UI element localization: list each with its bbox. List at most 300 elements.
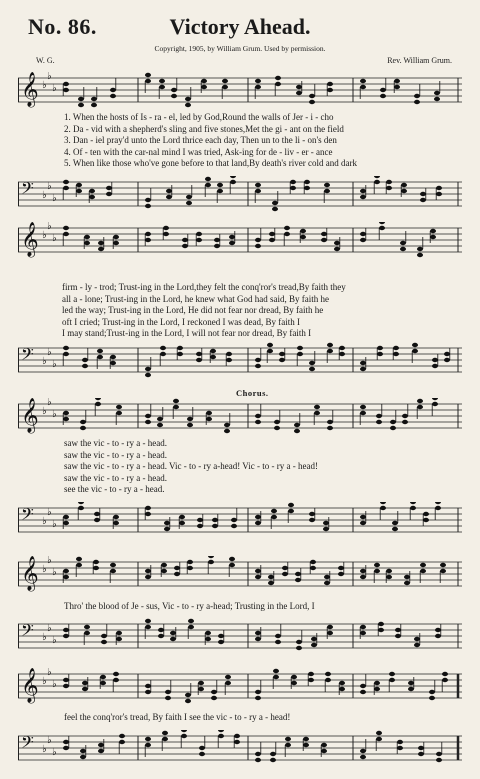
bass-staff-1	[18, 176, 462, 212]
note-head	[324, 581, 330, 585]
note-head	[113, 678, 119, 682]
note-head	[435, 506, 441, 510]
note-head	[222, 85, 228, 89]
note-head	[400, 241, 406, 245]
note-head	[222, 79, 228, 83]
note-head	[291, 675, 297, 679]
note-head	[231, 518, 237, 522]
note-head	[339, 681, 345, 685]
treble-clef-icon: 𝄞	[21, 398, 39, 433]
note-head	[390, 426, 396, 430]
bass-clef-icon: 𝄢	[21, 344, 34, 368]
note-head	[360, 238, 366, 242]
note-head	[334, 241, 340, 245]
flat-icon: ♭	[52, 83, 57, 94]
note-head	[76, 563, 82, 567]
note-head	[165, 690, 171, 694]
note-head	[255, 189, 261, 193]
note-head	[196, 238, 202, 242]
note-head	[159, 79, 165, 83]
flat-icon: ♭	[42, 632, 47, 643]
note-head	[63, 575, 69, 579]
note-head	[63, 232, 69, 236]
note-head	[145, 373, 151, 377]
note-head	[323, 521, 329, 525]
note-head	[380, 506, 386, 510]
note-head	[78, 97, 84, 101]
note-head	[360, 631, 366, 635]
note-head	[271, 515, 277, 519]
note-head	[255, 79, 261, 83]
note-head	[429, 696, 435, 700]
note-head	[435, 502, 441, 504]
note-head	[296, 646, 302, 650]
note-head	[255, 569, 261, 573]
note-head	[324, 575, 330, 579]
note-head	[410, 506, 416, 510]
note-head	[321, 238, 327, 242]
note-head	[145, 625, 151, 629]
note-head	[360, 569, 366, 573]
note-head	[63, 82, 69, 86]
note-head	[188, 619, 194, 623]
note-head	[182, 244, 188, 248]
note-head	[170, 631, 176, 635]
note-head	[80, 749, 86, 753]
note-head	[418, 746, 424, 750]
note-head	[339, 346, 345, 350]
note-head	[157, 423, 163, 427]
note-head	[423, 518, 429, 522]
note-head	[273, 675, 279, 679]
note-head	[201, 79, 207, 83]
note-head	[145, 420, 151, 424]
note-head	[255, 358, 261, 362]
flat-icon: ♭	[42, 516, 47, 527]
note-head	[310, 566, 316, 570]
note-head	[82, 364, 88, 368]
chorus-line-1: Thro' the blood of Je - sus, Vic - to - ry a-head; Trusting in the Lord, I	[64, 601, 315, 611]
verse-line: saw the vic - to - ry a - head.	[64, 438, 167, 448]
note-head	[224, 423, 230, 427]
note-head	[80, 426, 86, 430]
flat-icon: ♭	[42, 406, 47, 417]
note-head	[394, 85, 400, 89]
note-head	[63, 746, 69, 750]
note-head	[412, 349, 418, 353]
note-head	[304, 180, 310, 184]
verse-lines-system-2	[62, 282, 346, 340]
note-head	[284, 232, 290, 236]
note-head	[440, 563, 446, 567]
note-head	[231, 524, 237, 528]
note-head	[145, 737, 151, 741]
note-head	[327, 420, 333, 424]
note-head	[93, 560, 99, 564]
flat-icon: ♭	[42, 190, 47, 201]
note-head	[285, 737, 291, 741]
note-head	[430, 235, 436, 239]
note-head	[182, 238, 188, 242]
note-head	[392, 521, 398, 525]
note-head	[187, 417, 193, 421]
note-head	[412, 343, 418, 347]
note-head	[63, 186, 69, 190]
note-head	[161, 569, 167, 573]
flat-icon: ♭	[47, 181, 52, 192]
note-head	[145, 506, 151, 510]
note-head	[418, 752, 424, 756]
note-head	[95, 402, 101, 406]
note-head	[187, 566, 193, 570]
chorus-label: Chorus.	[236, 388, 269, 398]
verse-line: 5. When like those who've gone before to that land,By death's river cold and dark	[64, 158, 357, 168]
treble-clef-icon: 𝄞	[21, 72, 39, 107]
note-head	[255, 752, 261, 756]
note-head	[360, 755, 366, 759]
note-head	[290, 186, 296, 190]
note-head	[63, 684, 69, 688]
flat-icon: ♭	[52, 519, 57, 530]
note-head	[145, 73, 151, 77]
note-head	[379, 226, 385, 230]
note-head	[110, 94, 116, 98]
note-head	[162, 731, 168, 735]
note-head	[430, 229, 436, 233]
note-head	[171, 88, 177, 92]
note-head	[225, 681, 231, 685]
treble-staff-4	[18, 556, 462, 592]
note-head	[91, 97, 97, 101]
flat-icon: ♭	[47, 347, 52, 358]
note-head	[177, 346, 183, 350]
flat-icon: ♭	[52, 359, 57, 370]
note-head	[269, 232, 275, 236]
note-head	[374, 681, 380, 685]
note-head	[145, 238, 151, 242]
flat-icon: ♭	[47, 222, 52, 232]
note-head	[160, 352, 166, 356]
note-head	[360, 361, 366, 365]
note-head	[170, 637, 176, 641]
note-head	[294, 429, 300, 433]
note-head	[386, 575, 392, 579]
note-head	[327, 349, 333, 353]
note-head	[205, 183, 211, 187]
note-head	[303, 737, 309, 741]
note-head	[308, 672, 314, 676]
note-head	[199, 746, 205, 750]
verse-lines-system-1	[64, 112, 357, 170]
note-head	[282, 572, 288, 576]
note-head	[116, 405, 122, 409]
note-head	[94, 518, 100, 522]
verse-line: saw the vic - to - ry a - head.	[64, 472, 167, 483]
flat-icon: ♭	[42, 80, 47, 91]
note-head	[63, 569, 69, 573]
note-head	[214, 244, 220, 248]
note-head	[269, 238, 275, 242]
flat-icon: ♭	[42, 564, 47, 575]
bass-clef-icon: 𝄢	[21, 504, 34, 528]
note-head	[145, 232, 151, 236]
note-head	[161, 563, 167, 567]
note-head	[197, 524, 203, 528]
note-head	[380, 502, 386, 504]
note-head	[186, 201, 192, 205]
note-head	[113, 521, 119, 525]
note-head	[113, 515, 119, 519]
note-head	[389, 672, 395, 676]
note-head	[376, 737, 382, 741]
note-head	[210, 355, 216, 359]
note-head	[98, 743, 104, 747]
note-head	[360, 690, 366, 694]
note-head	[206, 417, 212, 421]
note-head	[414, 643, 420, 647]
flat-icon: ♭	[47, 507, 52, 518]
note-head	[360, 625, 366, 629]
note-head	[63, 521, 69, 525]
note-head	[199, 752, 205, 756]
note-head	[164, 527, 170, 531]
note-head	[434, 91, 440, 95]
note-head	[386, 186, 392, 190]
note-head	[78, 103, 84, 107]
note-head	[255, 758, 261, 762]
note-head	[376, 420, 382, 424]
note-head	[174, 572, 180, 576]
note-head	[435, 628, 441, 632]
note-head	[275, 634, 281, 638]
note-head	[63, 352, 69, 356]
note-head	[185, 103, 191, 107]
note-head	[296, 91, 302, 95]
note-head	[282, 566, 288, 570]
note-head	[63, 180, 69, 184]
note-head	[360, 85, 366, 89]
note-head	[255, 521, 261, 525]
note-head	[145, 684, 151, 688]
note-head	[116, 411, 122, 415]
note-head	[205, 637, 211, 641]
note-head	[324, 183, 330, 187]
note-head	[374, 180, 380, 184]
note-head	[95, 398, 101, 400]
note-head	[218, 640, 224, 644]
note-head	[110, 569, 116, 573]
note-head	[379, 222, 385, 224]
note-head	[91, 103, 97, 107]
note-head	[110, 88, 116, 92]
note-head	[417, 247, 423, 251]
note-head	[159, 85, 165, 89]
note-head	[166, 195, 172, 199]
note-head	[181, 734, 187, 738]
note-head	[255, 515, 261, 519]
note-head	[275, 76, 281, 80]
note-head	[230, 180, 236, 184]
note-head	[311, 643, 317, 647]
note-head	[177, 352, 183, 356]
note-head	[89, 189, 95, 193]
note-head	[436, 186, 442, 190]
note-head	[304, 186, 310, 190]
note-head	[164, 521, 170, 525]
note-head	[380, 88, 386, 92]
note-head	[217, 183, 223, 187]
note-head	[97, 355, 103, 359]
flat-icon: ♭	[52, 567, 57, 578]
note-head	[284, 226, 290, 230]
note-head	[420, 192, 426, 196]
note-head	[255, 575, 261, 579]
note-head	[327, 426, 333, 430]
note-head	[113, 672, 119, 676]
verse-line: all a - lone; Trust-ing in the Lord, he knew what God had said, By faith he	[62, 293, 329, 304]
note-head	[110, 563, 116, 567]
note-head	[185, 693, 191, 697]
note-head	[279, 358, 285, 362]
note-head	[110, 355, 116, 359]
verse-line: oft I cried; Trust-ing in the Lord, I reckoned I was dead, By faith I	[62, 316, 300, 327]
note-head	[444, 352, 450, 356]
note-head	[214, 238, 220, 242]
note-head	[63, 417, 69, 421]
flat-icon: ♭	[47, 735, 52, 746]
note-head	[436, 758, 442, 762]
note-head	[393, 352, 399, 356]
note-head	[212, 524, 218, 528]
note-head	[205, 177, 211, 181]
note-head	[224, 429, 230, 433]
composer-initials: W. G.	[36, 56, 55, 65]
note-head	[255, 420, 261, 424]
note-head	[288, 509, 294, 513]
note-head	[327, 625, 333, 629]
note-head	[171, 94, 177, 98]
bass-staff-2	[18, 342, 462, 378]
note-head	[442, 678, 448, 682]
note-head	[374, 569, 380, 573]
note-head	[434, 97, 440, 101]
note-head	[402, 420, 408, 424]
note-head	[310, 560, 316, 564]
flat-icon: ♭	[42, 744, 47, 755]
treble-staff-5	[18, 668, 462, 704]
note-head	[360, 575, 366, 579]
note-head	[185, 97, 191, 101]
note-head	[179, 521, 185, 525]
note-head	[163, 226, 169, 230]
note-head	[378, 622, 384, 626]
note-head	[321, 743, 327, 747]
verse-line: 1. When the hosts of Is - ra - el, led by God,Round the walls of Jer - i - cho	[64, 112, 334, 122]
note-head	[84, 235, 90, 239]
note-head	[226, 352, 232, 356]
note-head	[145, 198, 151, 202]
treble-staff-1	[18, 72, 462, 108]
note-head	[188, 625, 194, 629]
note-head	[63, 634, 69, 638]
copyright-notice: Copyright, 1905, by William Grum. Used by permission.	[154, 44, 326, 53]
note-head	[394, 79, 400, 83]
note-head	[98, 247, 104, 251]
note-head	[360, 195, 366, 199]
note-head	[145, 569, 151, 573]
bass-staff-4	[18, 618, 462, 654]
note-head	[410, 502, 416, 504]
note-head	[295, 572, 301, 576]
note-head	[166, 189, 172, 193]
note-head	[297, 352, 303, 356]
note-head	[360, 79, 366, 83]
note-head	[440, 569, 446, 573]
note-head	[116, 631, 122, 635]
note-head	[404, 581, 410, 585]
verse-line: led the way; Trust-ing in the Lord, He did not fear nor dread, By faith he	[62, 305, 324, 315]
note-head	[158, 634, 164, 638]
note-head	[80, 420, 86, 424]
flat-icon: ♭	[47, 72, 52, 82]
note-head	[196, 352, 202, 356]
note-head	[323, 527, 329, 531]
flat-icon: ♭	[52, 233, 57, 244]
note-head	[208, 560, 214, 564]
note-head	[145, 619, 151, 623]
note-head	[395, 628, 401, 632]
note-head	[377, 352, 383, 356]
note-head	[374, 176, 380, 178]
note-head	[432, 398, 438, 400]
note-head	[275, 640, 281, 644]
note-head	[255, 631, 261, 635]
flat-icon: ♭	[52, 679, 57, 690]
note-head	[275, 82, 281, 86]
note-head	[390, 420, 396, 424]
note-head	[100, 681, 106, 685]
note-head	[417, 399, 423, 403]
note-head	[218, 734, 224, 738]
note-head	[376, 731, 382, 735]
note-head	[432, 358, 438, 362]
note-head	[93, 566, 99, 570]
note-head	[386, 180, 392, 184]
verse-line: saw the vic - to - ry a - head.	[64, 449, 167, 460]
note-head	[374, 563, 380, 567]
flat-icon: ♭	[42, 676, 47, 687]
note-head	[196, 232, 202, 236]
note-head	[101, 634, 107, 638]
bass-clef-icon: 𝄢	[21, 732, 34, 756]
note-head	[325, 672, 331, 676]
flat-icon: ♭	[52, 747, 57, 758]
note-head	[208, 556, 214, 558]
note-head	[162, 737, 168, 741]
note-head	[408, 681, 414, 685]
note-head	[274, 426, 280, 430]
note-head	[82, 681, 88, 685]
note-head	[201, 85, 207, 89]
note-head	[234, 734, 240, 738]
note-head	[98, 241, 104, 245]
note-head	[84, 631, 90, 635]
note-head	[198, 687, 204, 691]
note-head	[414, 637, 420, 641]
credits	[14, 56, 466, 68]
note-head	[110, 361, 116, 365]
note-head	[157, 417, 163, 421]
